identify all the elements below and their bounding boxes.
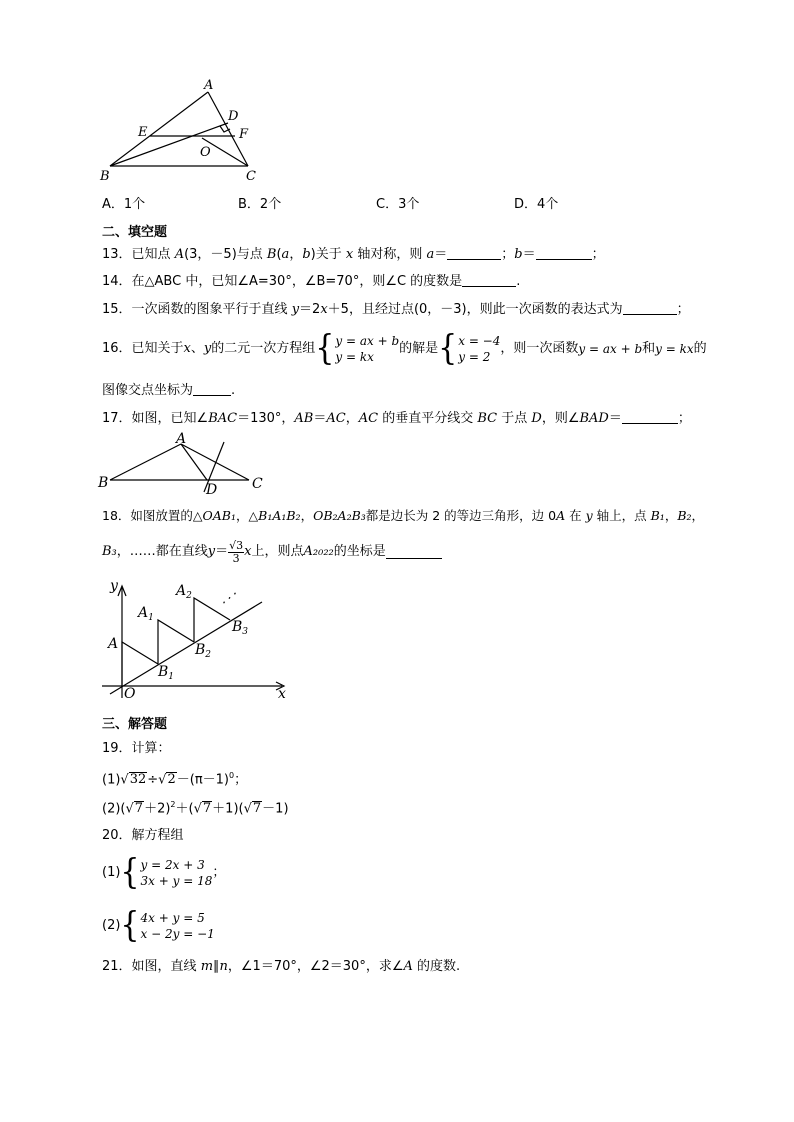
section-heading-fill-in: 二、填空题 (102, 225, 168, 240)
equation-system-20-1: { y = 2x + 3 3x + y = 18 (120, 852, 213, 893)
edge-ba (110, 92, 208, 166)
equation-system-16: { y = ax + b y = kx (315, 328, 400, 369)
answer-blank-b[interactable] (536, 247, 592, 260)
segment-ad (181, 444, 207, 480)
label-b2: $B_2$ (195, 642, 212, 660)
question-17: 17．如图，已知∠BAC＝130°，AB＝AC，AC 的垂直平分线交 BC 于点 D，则∠BAD＝ ； (102, 411, 691, 426)
label-b: B (98, 475, 109, 491)
continuation-dots: ⋰ (222, 591, 235, 606)
label-c: C (252, 476, 263, 492)
label-b1: $B_1$ (158, 664, 175, 682)
solution-system-16: { x = −4 y = 2 (438, 328, 501, 369)
question-16: 16．已知关于 x 、 y 的二元一次方程组 { y = ax + b y = kx 的解是 { x = −4 y = 2 ，则一次函数 y = ax + b 和 y = kx 的 (102, 328, 707, 369)
label-o: O (200, 145, 211, 160)
q18-figure (96, 576, 296, 700)
q12-figure (96, 76, 286, 186)
label-a: A (204, 78, 214, 93)
q12-option-b: B．2个 (238, 197, 282, 212)
question-18: 18．如图放置的△OAB₁，△B₁A₁B₂，OB₂A₂B₃都是边长为 2 的等边三角形，边 0A 在 y 轴上，点 B₁，B₂， (102, 508, 705, 523)
edge-ab (110, 444, 181, 480)
q12-option-c: C．3个 (376, 197, 420, 212)
question-15: 15．一次函数的图象平行于直线 y＝2x＋5，且经过点(0，－3)，则此一次函数的表达式为 ； (102, 302, 690, 317)
answer-blank-18[interactable] (386, 546, 442, 559)
label-a2: $A_2$ (176, 583, 192, 601)
label-c: C (246, 169, 256, 184)
question-20-title: 20．解方程组 (102, 828, 184, 843)
question-21: 21．如图，直线 m∥n，∠1＝70°，∠2＝30°，求∠A 的度数. (102, 959, 461, 974)
section-heading-solve: 三、解答题 (102, 717, 168, 732)
question-19-part-1: $(1)√32\div√2-(\pi-1)^0$； (102, 771, 248, 788)
label-a1: $A_1$ (138, 605, 154, 623)
label-e: E (138, 125, 148, 140)
axis-y-label: y (110, 578, 118, 594)
label-a: A (108, 636, 119, 652)
origin-label: O (124, 686, 136, 700)
question-19-part-2: $(2)(√7+2)^2+(√7+1)(√7-1)$ (102, 800, 289, 817)
q17-figure (96, 430, 276, 498)
fraction-sqrt3-over-3: $\frac{√3}{3}$ (229, 538, 244, 565)
label-d: D (206, 482, 218, 498)
label-b3: $B_3$ (232, 619, 249, 637)
edge-ac (181, 444, 249, 480)
question-19-title: 19．计算： (102, 741, 171, 756)
label-d: D (228, 109, 239, 124)
label-f: F (239, 127, 249, 142)
question-20-part-1: (1) { y = 2x + 3 3x + y = 18 ； (102, 852, 226, 893)
triangle-b1a1b2 (158, 620, 194, 664)
axis-x-label: x (278, 686, 286, 700)
question-20-part-2: (2) { 4x + y = 5 x − 2y = −1 (102, 905, 215, 946)
q12-option-a: A．1个 (102, 197, 146, 212)
answer-blank-14[interactable] (462, 274, 516, 287)
question-14: 14．在△ABC 中，已知∠A=30°，∠B=70°，则∠C 的度数是 . (102, 274, 521, 289)
question-18-line2: B₃ ，……都在直线 y ＝ $\frac{√3}{3}$ x 上，则点 A₂₀₂₂ 的坐标是 (102, 537, 442, 567)
question-16-line2: 图像交点坐标为 . (102, 383, 236, 398)
question-13: 13．已知点 A(3，－5)与点 B(a，b)关于 x 轴对称，则 a＝ ；b＝ ； (102, 247, 605, 262)
q12-option-d: D．4个 (514, 197, 559, 212)
answer-blank-17[interactable] (622, 411, 678, 424)
answer-blank-a[interactable] (447, 247, 501, 260)
equation-system-20-2: { 4x + y = 5 x − 2y = −1 (120, 905, 215, 946)
label-a: A (176, 431, 187, 447)
label-b: B (100, 169, 110, 184)
answer-blank-16[interactable] (193, 383, 231, 396)
triangle-oab1 (122, 642, 158, 686)
answer-blank-15[interactable] (623, 302, 677, 315)
